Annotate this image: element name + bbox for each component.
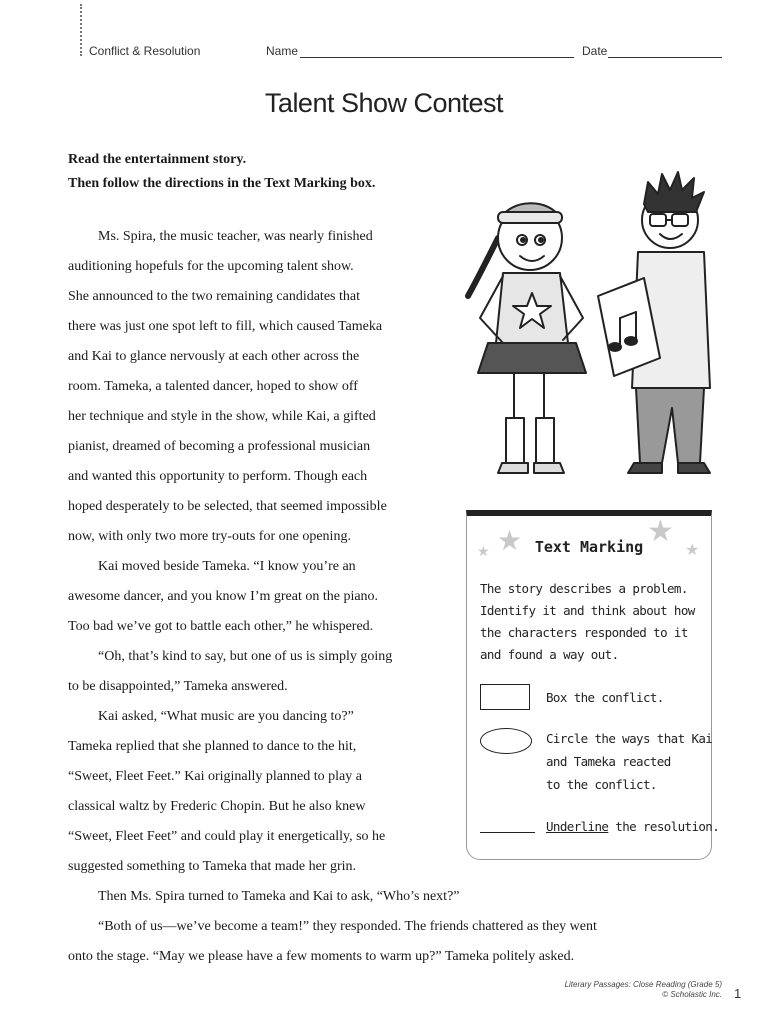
story-line: to be disappointed,” Tameka answered. (68, 679, 288, 694)
instruction-line: Then follow the directions in the Text Marking box. (68, 176, 376, 191)
text-marking-title: Text Marking (534, 538, 644, 556)
page-number: 1 (734, 986, 742, 1001)
story-line: onto the stage. “May we please have a few moments to warm up?” Tameka politely asked. (68, 949, 575, 964)
story-line: hoped desperately to be selected, that seemed impossible (68, 499, 387, 514)
story-line: there was just one spot left to fill, which caused Tameka (68, 319, 383, 334)
story-column (68, 222, 438, 882)
story-line: “Sweet, Fleet Feet.” Kai originally planned to play a (68, 769, 362, 784)
footer-credit (565, 980, 722, 1000)
description-line: and found a way out. (480, 647, 619, 662)
story-line: auditioning hopefuls for the upcoming talent show. (68, 259, 354, 274)
underline-rest: the resolution. (608, 819, 720, 834)
box-instruction: Box the conflict. (546, 690, 664, 705)
star-icon: ★ (477, 545, 490, 560)
circle-symbol (480, 728, 532, 754)
story-line: room. Tameka, a talented dancer, hoped to show off (68, 379, 358, 394)
name-field[interactable] (300, 57, 574, 58)
page-title: Talent Show Contest (264, 88, 504, 118)
story-line: Then Ms. Spira turned to Tameka and Kai to ask, “Who’s next?” (98, 889, 460, 904)
underline-word: Underline (546, 819, 609, 834)
story-line: her technique and style in the show, while Kai, a gifted (68, 409, 376, 424)
story-wide (68, 882, 597, 972)
date-label: Date (582, 44, 608, 58)
footer-copyright: © Scholastic Inc. (662, 990, 722, 999)
instructions (68, 148, 375, 196)
story-line: Too bad we’ve got to battle each other,” he whispered. (68, 619, 374, 634)
story-line: Kai moved beside Tameka. “I know you’re an (98, 559, 356, 574)
story-line: awesome dancer, and you know I’m great on the piano. (68, 589, 379, 604)
name-label: Name (266, 44, 299, 58)
footer-book: Literary Passages: Close Reading (Grade 5) (564, 980, 722, 989)
story-line: classical waltz by Frederic Chopin. But he also knew (68, 799, 366, 814)
story-line: Kai asked, “What music are you dancing to?” (98, 709, 354, 724)
story-line: She announced to the two remaining candidates that (68, 289, 360, 304)
description-line: The story describes a problem. (480, 581, 688, 596)
story-line: suggested something to Tameka that made her grin. (68, 859, 357, 874)
star-icon: ★ (685, 542, 700, 559)
star-icon: ★ (647, 515, 674, 548)
description-line: the characters responded to it (480, 625, 688, 640)
story-line: “Oh, that’s kind to say, but one of us is simply going (98, 649, 393, 664)
story-line: pianist, dreamed of becoming a professional musician (68, 439, 371, 454)
text-marking-box (466, 510, 720, 860)
story-line: and wanted this opportunity to perform. Though each (68, 469, 368, 484)
story-line: “Both of us—we’ve become a team!” they responded. The friends chattered as they went (98, 919, 597, 934)
story-line: Ms. Spira, the music teacher, was nearly finished (98, 229, 373, 244)
description-line: Identify it and think about how (480, 603, 695, 618)
box-symbol (480, 684, 530, 710)
underline-instruction (546, 815, 719, 838)
story-line: now, with only two more try-outs for one opening. (68, 529, 351, 544)
story-line: Tameka replied that she planned to dance to the hit, (68, 739, 357, 754)
date-field[interactable] (608, 57, 722, 58)
circle-instruction-line: Circle the ways that Kai (546, 731, 713, 746)
circle-instruction (546, 727, 712, 796)
story-line: and Kai to glance nervously at each other across the (68, 349, 360, 364)
underline-symbol (480, 832, 535, 833)
text-marking-description (480, 578, 705, 666)
circle-instruction-line: and Tameka reacted (546, 754, 671, 769)
section-label: Conflict & Resolution (89, 44, 201, 58)
star-icon: ★ (497, 526, 523, 557)
circle-instruction-line: to the conflict. (546, 777, 657, 792)
story-line: “Sweet, Fleet Feet” and could play it energetically, so he (68, 829, 386, 844)
cut-line-dots (80, 4, 82, 56)
kids-illustration (448, 168, 728, 493)
instruction-line: Read the entertainment story. (68, 152, 247, 167)
